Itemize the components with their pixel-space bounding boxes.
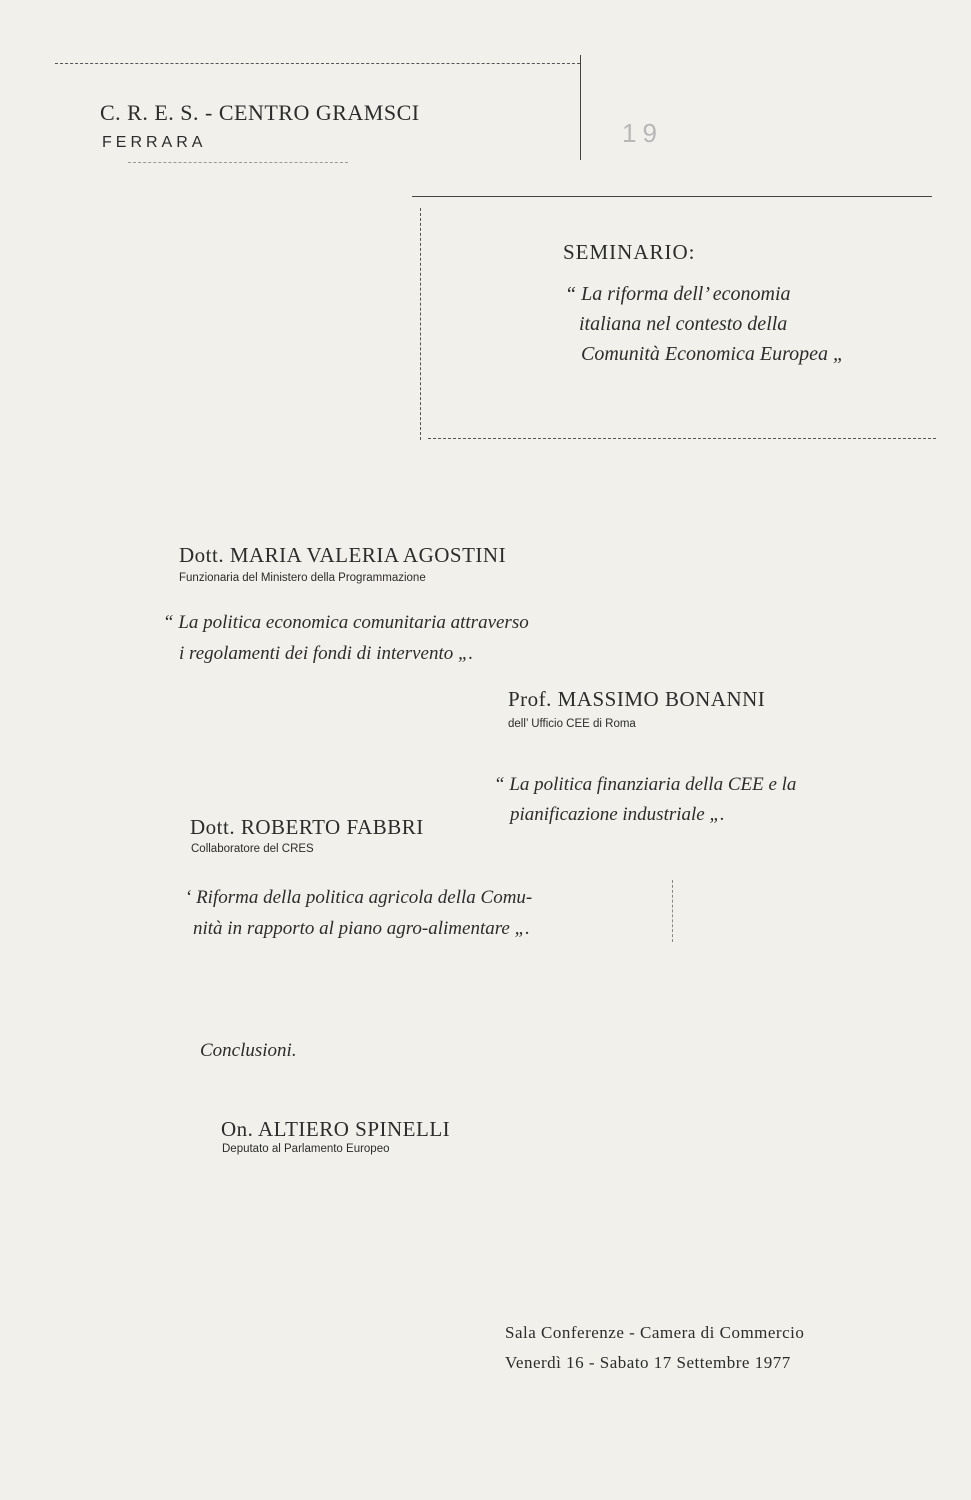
speaker-role: dell’ Ufficio CEE di Roma [508, 718, 636, 730]
header-top-rule [55, 63, 580, 64]
organization-city: FERRARA [102, 134, 207, 151]
talk-title-line: “ La politica finanziaria della CEE e la [494, 774, 797, 795]
speaker-name: Dott. ROBERTO FABBRI [190, 815, 424, 839]
side-mark [672, 880, 673, 942]
talk-title-line: ‘ Riforma della politica agricola della Comu- [185, 887, 533, 908]
venue-dates: Venerdì 16 - Sabato 17 Settembre 1977 [505, 1353, 791, 1372]
speaker-name: Prof. MASSIMO BONANNI [508, 687, 766, 711]
header-bottom-rule [128, 162, 348, 163]
talk-title-line: nità in rapporto al piano agro-alimentare „. [193, 918, 530, 939]
header-right-rule [580, 55, 581, 160]
seminar-label: SEMINARIO: [563, 240, 696, 264]
seminar-frame-bottom-rule [428, 438, 936, 439]
talk-title-line: i regolamenti dei fondi di intervento „. [179, 643, 474, 664]
conclusions-label: Conclusioni. [200, 1040, 297, 1061]
speaker-role: Collaboratore del CRES [191, 843, 314, 855]
seminar-frame-top-rule [412, 196, 932, 197]
talk-title-line: “ La politica economica comunitaria attraverso [163, 612, 529, 633]
seminar-frame-left-rule [420, 208, 421, 440]
page-number-stamp: 19 [622, 118, 663, 148]
organization-name: C. R. E. S. - CENTRO GRAMSCI [100, 100, 420, 125]
seminar-title-line: Comunità Economica Europea „ [581, 343, 845, 365]
seminar-title-line: “ La riforma dell’ economia [565, 283, 791, 305]
speaker-role: Funzionaria del Ministero della Programmazione [179, 572, 426, 584]
conclusions-speaker-name: On. ALTIERO SPINELLI [221, 1117, 451, 1141]
seminar-title-line: italiana nel contesto della [579, 313, 788, 335]
talk-title-line: pianificazione industriale „. [510, 804, 725, 825]
conclusions-speaker-role: Deputato al Parlamento Europeo [222, 1143, 390, 1155]
venue-place: Sala Conferenze - Camera di Commercio [505, 1323, 805, 1342]
speaker-name: Dott. MARIA VALERIA AGOSTINI [179, 543, 507, 567]
